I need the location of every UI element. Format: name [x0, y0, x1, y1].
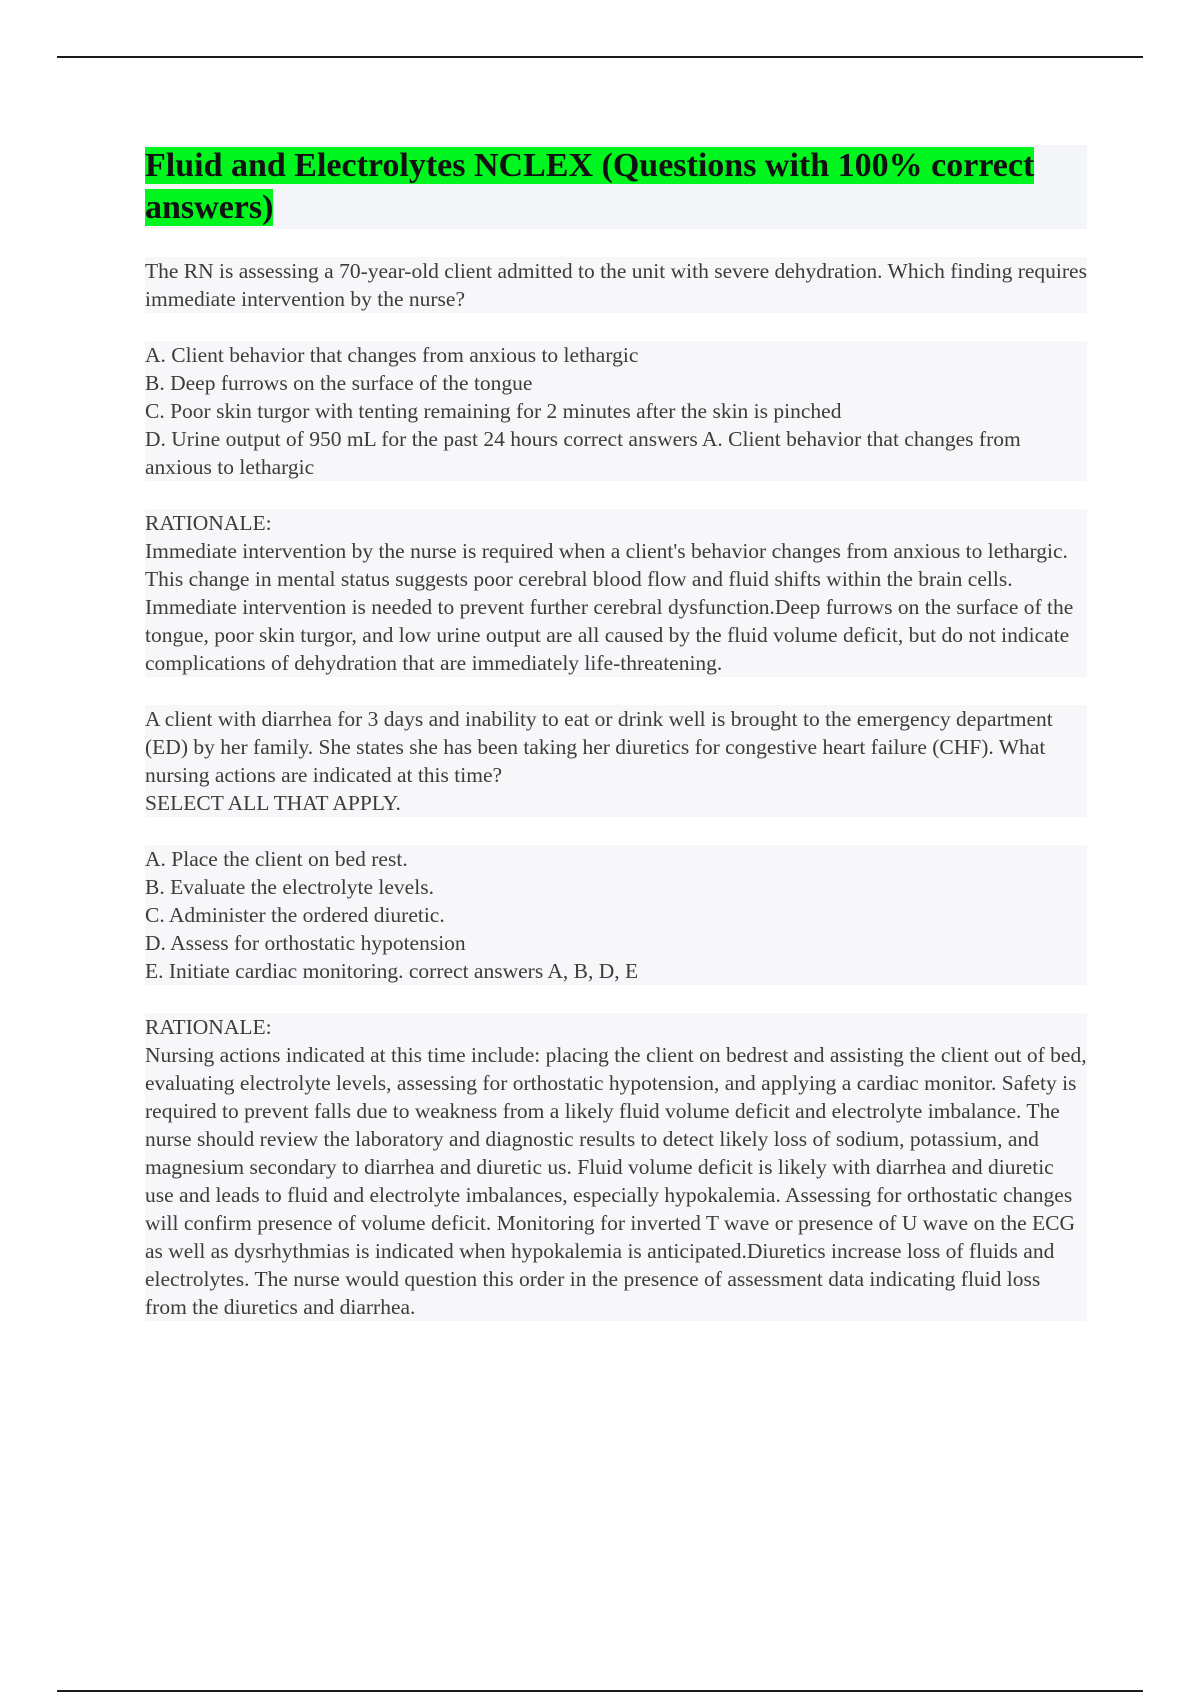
- question-1-rationale: Immediate intervention by the nurse is required when a client's behavior changes from anxious to lethargic. This change in mental status suggests poor cerebral blood flow and fluid shifts within the brain cells. Immediate intervention is needed to prevent further cerebral dysfunction.Deep furrows on the surface of the tongue, poor skin turgor, and low urine output are all caused by the fluid volume deficit, but do not indicate complications of dehydration that are immediately life-threatening.: [145, 537, 1087, 677]
- option-c: C. Administer the ordered diuretic.: [145, 901, 1087, 929]
- option-b: B. Deep furrows on the surface of the tongue: [145, 369, 1087, 397]
- question-2-options: [145, 845, 1087, 985]
- document-body: [145, 145, 1087, 1321]
- select-all-instruction: SELECT ALL THAT APPLY.: [145, 789, 1087, 817]
- option-d: D. Urine output of 950 mL for the past 24 hours correct answers A. Client behavior that changes from anxious to lethargic: [145, 425, 1087, 481]
- option-d: D. Assess for orthostatic hypotension: [145, 929, 1087, 957]
- bottom-rule: [57, 1690, 1143, 1692]
- question-2-rationale: Nursing actions indicated at this time include: placing the client on bedrest and assisting the client out of bed, evaluating electrolyte levels, assessing for orthostatic hypotension, and applying a cardiac monitor. Safety is required to prevent falls due to weakness from a likely fluid volume deficit and electrolyte imbalance. The nurse should review the laboratory and diagnostic results to detect likely loss of sodium, potassium, and magnesium secondary to diarrhea and diuretic us. Fluid volume deficit is likely with diarrhea and diuretic use and leads to fluid and electrolyte imbalances, especially hypokalemia. Assessing for orthostatic changes will confirm presence of volume deficit. Monitoring for inverted T wave or presence of U wave on the ECG as well as dysrhythmias is indicated when hypokalemia is anticipated.Diuretics increase loss of fluids and electrolytes. The nurse would question this order in the presence of assessment data indicating fluid loss from the diuretics and diarrhea.: [145, 1043, 1087, 1319]
- option-c: C. Poor skin turgor with tenting remaining for 2 minutes after the skin is pinched: [145, 397, 1087, 425]
- question-1-options: [145, 341, 1087, 481]
- rationale-label: RATIONALE:: [145, 509, 1087, 537]
- page-title: [145, 145, 1087, 229]
- question-2: [145, 705, 1087, 1321]
- option-a: A. Place the client on bed rest.: [145, 845, 1087, 873]
- rationale-label: RATIONALE:: [145, 1013, 1087, 1041]
- option-b: B. Evaluate the electrolyte levels.: [145, 873, 1087, 901]
- question-2-stem: A client with diarrhea for 3 days and inability to eat or drink well is brought to the emergency department (ED) by her family. She states she has been taking her diuretics for congestive heart failure (CHF). What nursing actions are indicated at this time?: [145, 705, 1087, 789]
- option-e: E. Initiate cardiac monitoring. correct answers A, B, D, E: [145, 957, 1087, 985]
- title-block: [145, 145, 1087, 229]
- question-1: [145, 257, 1087, 677]
- option-a: A. Client behavior that changes from anxious to lethargic: [145, 341, 1087, 369]
- top-rule: [57, 56, 1143, 58]
- question-1-stem: The RN is assessing a 70-year-old client admitted to the unit with severe dehydration. Which finding requires immediate intervention by the nurse?: [145, 259, 1087, 311]
- title-highlight: Fluid and Electrolytes NCLEX (Questions with 100% correct answers): [145, 147, 1035, 226]
